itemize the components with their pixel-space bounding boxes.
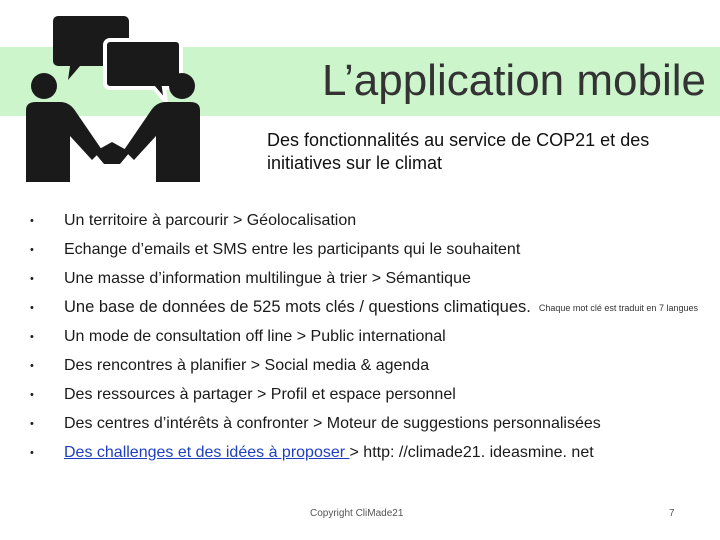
list-item: • Des rencontres à planifier > Social media & agenda: [30, 356, 430, 374]
list-item: • Une masse d’information multilingue à trier > Sémantique: [30, 269, 471, 287]
bullet-icon: •: [30, 389, 34, 401]
slide-subtitle: Des fonctionnalités au service de COP21 et des initiatives sur le climat: [267, 130, 650, 173]
bullet-icon: •: [30, 447, 34, 459]
footer-copyright: Copyright CliMade21: [310, 508, 404, 519]
bullet-icon: •: [30, 331, 34, 343]
bullet-icon: •: [30, 215, 34, 227]
bullet-icon: •: [30, 302, 34, 314]
list-item: • Des ressources à partager > Profil et espace personnel: [30, 385, 456, 403]
bullet-list: [30, 206, 720, 467]
list-item: • Echange d’emails et SMS entre les participants qui le souhaitent: [30, 240, 521, 258]
page-number: 7: [669, 508, 675, 519]
bullet-icon: •: [30, 418, 34, 430]
list-item: • Un territoire à parcourir > Géolocalisation: [30, 211, 357, 229]
bullet-icon: •: [30, 273, 34, 285]
list-item: • Des challenges et des idées à proposer > http: //climade21. ideasmine. net: [30, 443, 594, 461]
conversation-handshake-icon: [22, 12, 202, 182]
bullet-icon: •: [30, 244, 34, 256]
bullet-note: Chaque mot clé est traduit en 7 langues: [538, 302, 698, 313]
bullet-icon: •: [30, 360, 34, 372]
list-item: • Des centres d’intérêts à confronter > Moteur de suggestions personnalisées: [30, 414, 601, 432]
list-item: • Une base de données de 525 mots clés / questions climatiques. Chaque mot clé est traduit en 7 langues: [30, 298, 698, 316]
challenges-link[interactable]: Des challenges et des idées à proposer: [64, 443, 350, 461]
list-item: • Un mode de consultation off line > Public international: [30, 327, 446, 345]
slide-title: L’application mobile: [321, 56, 706, 105]
